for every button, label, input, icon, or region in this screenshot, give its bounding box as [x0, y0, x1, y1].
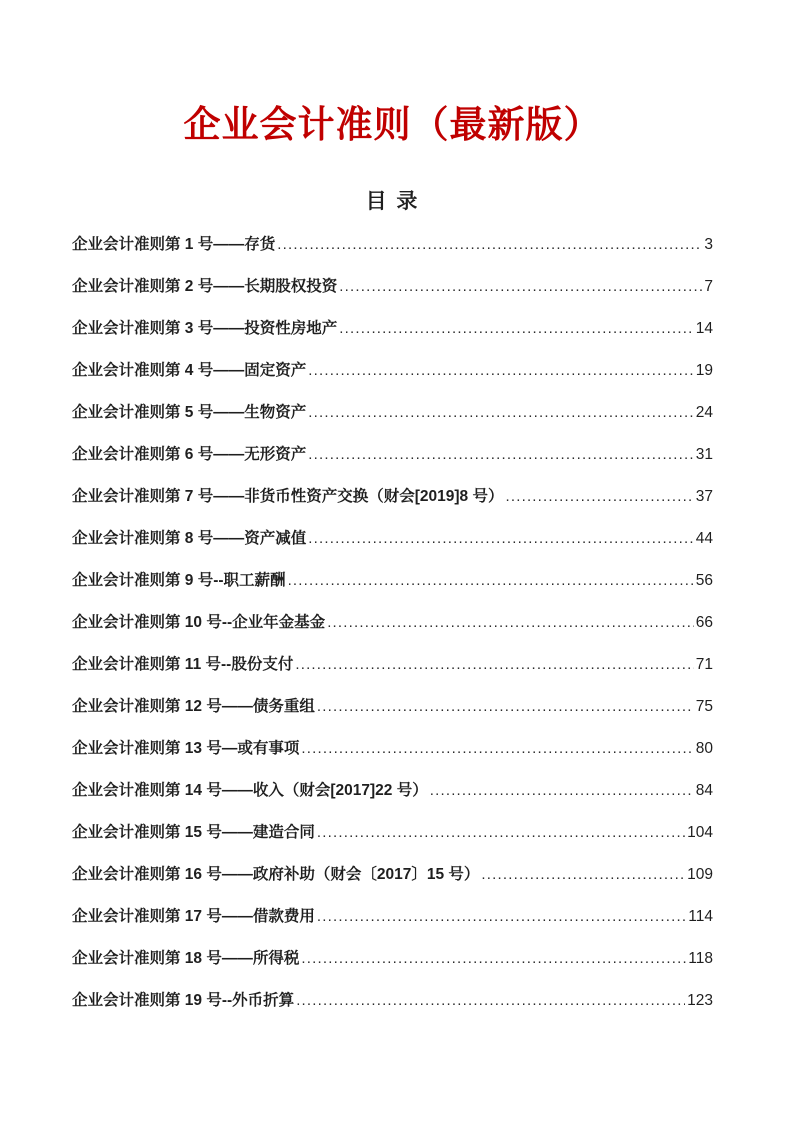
toc-entry-title: 企业会计准则第 2 号——长期股权投资 — [72, 278, 338, 295]
toc-page-number: 19 — [695, 362, 713, 379]
toc-page-number: 123 — [687, 992, 713, 1009]
toc-entry-title: 企业会计准则第 15 号——建造合同 — [72, 824, 315, 841]
toc-entry[interactable] — [72, 308, 713, 350]
toc-page-number: 114 — [688, 908, 713, 925]
toc-page-number: 56 — [695, 572, 713, 589]
toc-dot-leader — [428, 770, 694, 812]
toc-dot-leader — [325, 602, 694, 644]
toc-entry-title: 企业会计准则第 16 号——政府补助（财会〔2017〕15 号） — [72, 866, 480, 883]
toc-entry-title: 企业会计准则第 14 号——收入（财会[2017]22 号） — [72, 782, 428, 799]
toc-dot-leader — [293, 644, 693, 686]
toc-dot-leader — [306, 518, 694, 560]
toc-page-number: 24 — [695, 404, 713, 421]
toc-entry[interactable] — [72, 854, 713, 896]
toc-entry[interactable] — [72, 896, 713, 938]
toc-entry-title: 企业会计准则第 17 号——借款费用 — [72, 908, 315, 925]
toc-entry[interactable] — [72, 518, 713, 560]
toc-dot-leader — [337, 266, 702, 308]
toc-entry-title: 企业会计准则第 18 号——所得税 — [72, 950, 300, 967]
toc-entry[interactable] — [72, 434, 713, 476]
toc-entry-title: 企业会计准则第 5 号——生物资产 — [72, 404, 307, 421]
toc-page-number: 80 — [695, 740, 713, 757]
toc-entry-title: 企业会计准则第 19 号--外币折算 — [72, 992, 295, 1009]
toc-dot-leader — [294, 980, 685, 1022]
toc-dot-leader — [299, 728, 693, 770]
toc-entry-title: 企业会计准则第 3 号——投资性房地产 — [72, 320, 338, 337]
toc-entry[interactable] — [72, 602, 713, 644]
toc-entry-title: 企业会计准则第 11 号--股份支付 — [72, 656, 294, 673]
toc-entry[interactable] — [72, 266, 713, 308]
toc-page-number: 3 — [704, 236, 713, 253]
toc-entry[interactable] — [72, 770, 713, 812]
toc-entry-title: 企业会计准则第 8 号——资产减值 — [72, 530, 307, 547]
toc-page-number: 7 — [704, 278, 713, 295]
toc-entry-title: 企业会计准则第 4 号——固定资产 — [72, 362, 307, 379]
table-of-contents — [72, 224, 713, 1022]
toc-entry[interactable] — [72, 560, 713, 602]
toc-dot-leader — [337, 308, 694, 350]
toc-entry-title: 企业会计准则第 6 号——无形资产 — [72, 446, 307, 463]
toc-page-number: 84 — [695, 782, 713, 799]
toc-dot-leader — [315, 686, 694, 728]
toc-entry[interactable] — [72, 224, 713, 266]
toc-page-number: 14 — [695, 320, 713, 337]
toc-page-number: 66 — [695, 614, 713, 631]
toc-entry[interactable] — [72, 392, 713, 434]
toc-entry[interactable] — [72, 812, 713, 854]
toc-heading: 目 录 — [365, 190, 420, 213]
toc-entry[interactable] — [72, 350, 713, 392]
toc-page-number: 109 — [687, 866, 713, 883]
toc-dot-leader — [306, 392, 694, 434]
toc-entry[interactable] — [72, 728, 713, 770]
toc-page-number: 104 — [687, 824, 713, 841]
toc-dot-leader — [299, 938, 686, 980]
page-title: 企业会计准则（最新版） — [183, 104, 602, 145]
toc-dot-leader — [315, 812, 685, 854]
toc-entry[interactable] — [72, 686, 713, 728]
toc-dot-leader — [503, 476, 693, 518]
toc-entry[interactable] — [72, 938, 713, 980]
toc-page-number: 44 — [695, 530, 713, 547]
toc-entry-title: 企业会计准则第 12 号——债务重组 — [72, 698, 315, 715]
toc-dot-leader — [479, 854, 685, 896]
toc-entry-title: 企业会计准则第 7 号——非货币性资产交换（财会[2019]8 号） — [72, 488, 504, 505]
toc-page-number: 118 — [688, 950, 713, 967]
toc-entry-title: 企业会计准则第 10 号--企业年金基金 — [72, 614, 326, 631]
toc-entry[interactable] — [72, 644, 713, 686]
toc-page-number: 37 — [695, 488, 713, 505]
toc-entry[interactable] — [72, 476, 713, 518]
toc-dot-leader — [306, 434, 694, 476]
toc-page-number: 31 — [695, 446, 713, 463]
toc-entry-title: 企业会计准则第 1 号——存货 — [72, 236, 276, 253]
toc-dot-leader — [306, 350, 694, 392]
toc-entry-title: 企业会计准则第 9 号--职工薪酬 — [72, 572, 286, 589]
toc-entry[interactable] — [72, 980, 713, 1022]
toc-page-number: 71 — [695, 656, 713, 673]
toc-dot-leader — [315, 896, 686, 938]
toc-page-number: 75 — [695, 698, 713, 715]
toc-dot-leader — [275, 224, 702, 266]
toc-dot-leader — [286, 560, 694, 602]
toc-entry-title: 企业会计准则第 13 号—或有事项 — [72, 740, 300, 757]
